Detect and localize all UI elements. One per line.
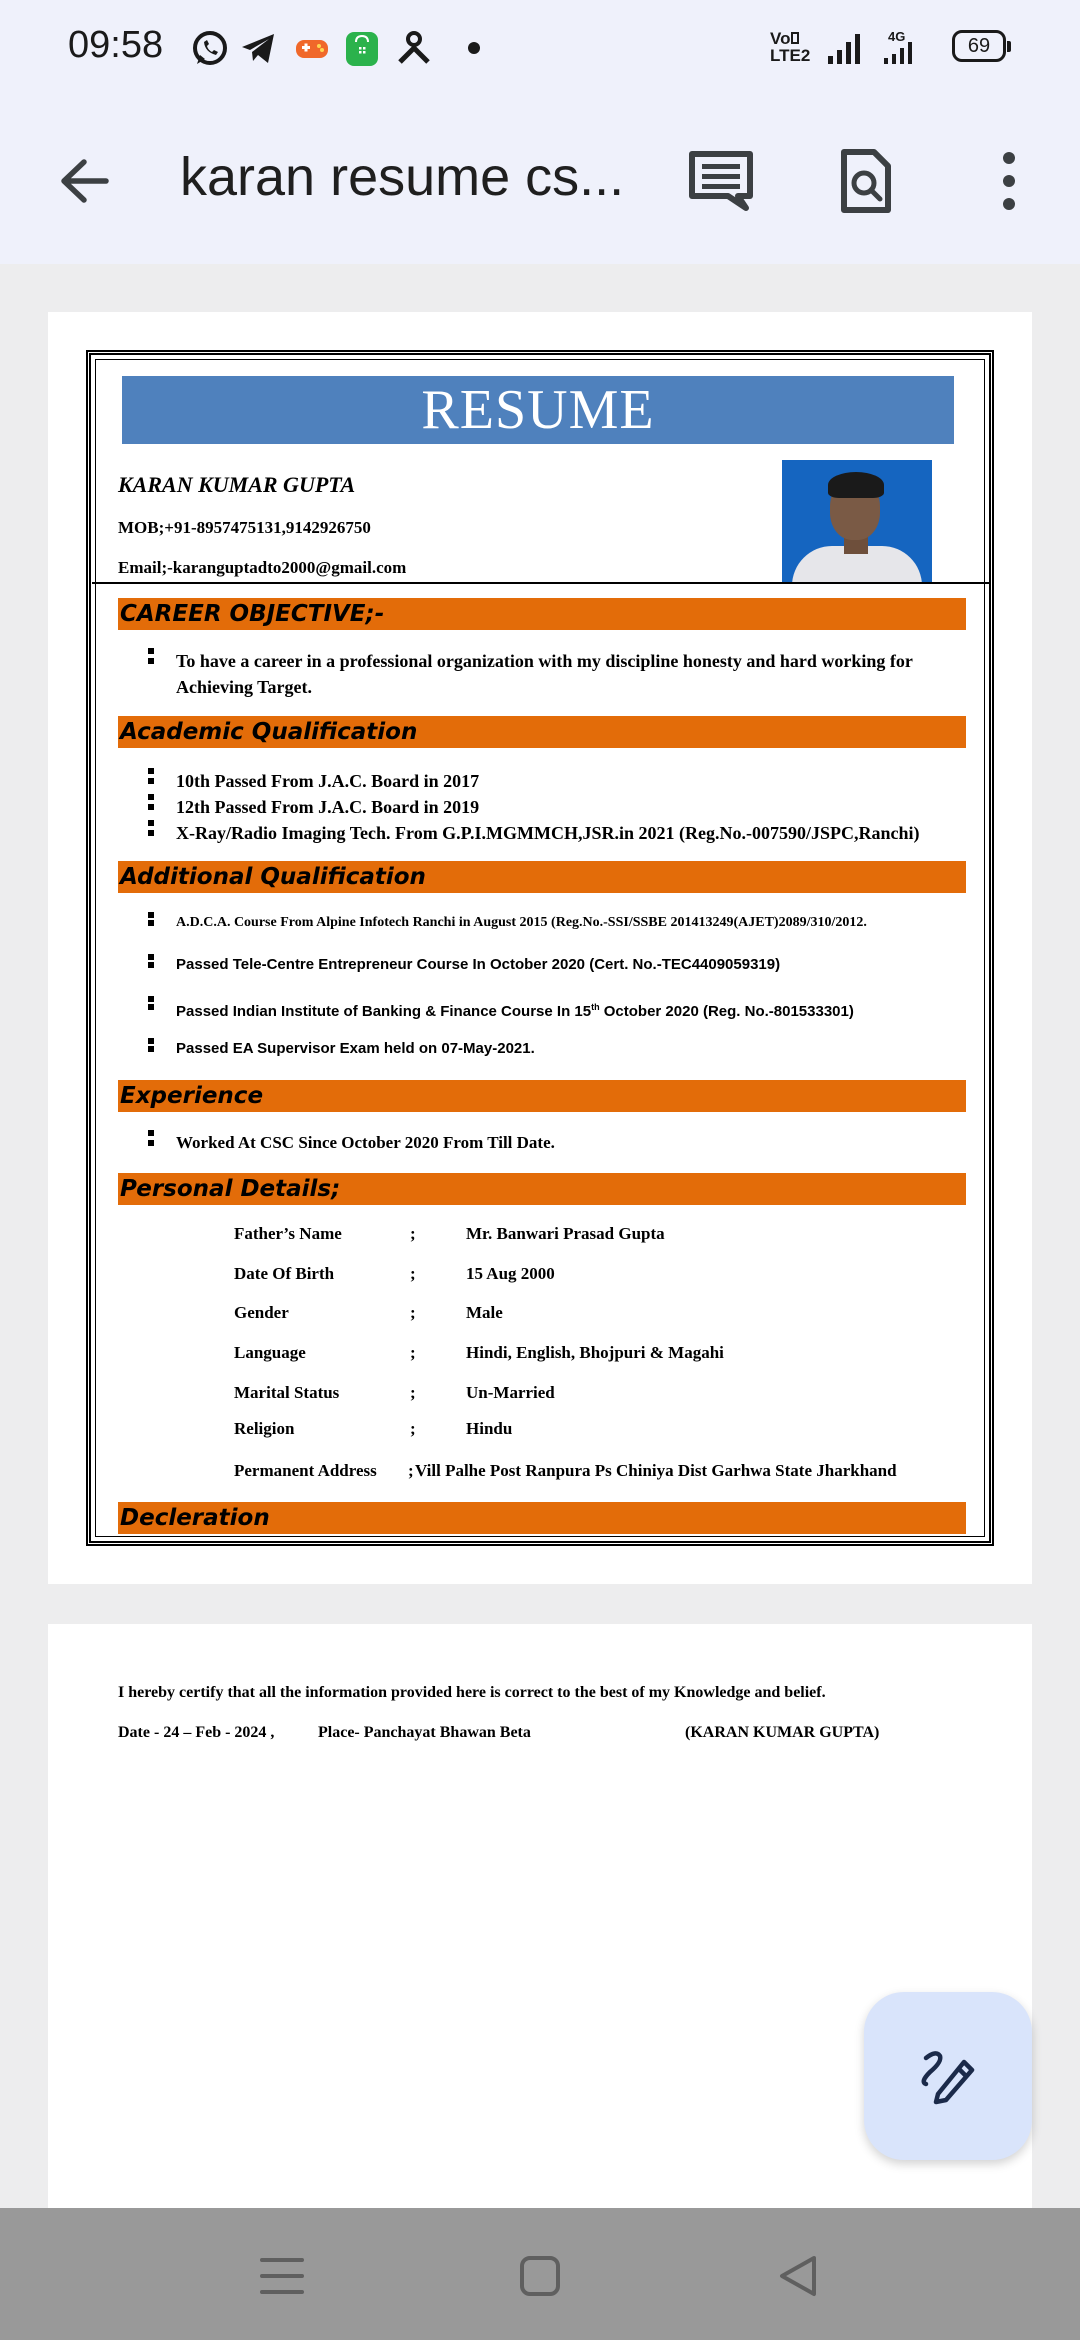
experience-item-text: Worked At CSC Since October 2020 From Till Date. xyxy=(176,1133,555,1152)
declaration-signature: (KARAN KUMAR GUPTA) xyxy=(685,1724,880,1741)
declaration-text: I hereby certify that all the information provided here is correct to the best of my Knowledge and belief. xyxy=(118,1684,826,1701)
app-bar xyxy=(0,96,1080,264)
declaration-place: Place- Panchayat Bhawan Beta xyxy=(318,1724,531,1741)
career-list xyxy=(148,648,988,700)
personal-detail-separator: ; xyxy=(408,1461,414,1480)
academic-item-text: 10th Passed From J.A.C. Board in 2017 xyxy=(176,771,480,791)
list-item xyxy=(148,768,1028,794)
additional-item-text: Passed EA Supervisor Exam held on 07-May-2021. xyxy=(176,1040,535,1057)
personal-detail-value: Mr. Banwari Prasad Gupta xyxy=(466,1224,665,1243)
list-item xyxy=(148,648,988,700)
document-page-1 xyxy=(48,312,1032,1584)
additional-list xyxy=(148,912,1028,1080)
edit-fab-button[interactable] xyxy=(864,1992,1032,2160)
edit-pen-icon xyxy=(916,2044,980,2108)
personal-detail-label: Language xyxy=(234,1343,306,1362)
volte-indicator xyxy=(770,30,810,64)
personal-detail-value: Hindu xyxy=(466,1419,513,1438)
personal-detail-label: Marital Status xyxy=(234,1383,340,1402)
list-item xyxy=(148,1038,1028,1080)
section-declaration: Decleration xyxy=(118,1502,966,1534)
personal-detail-separator: ; xyxy=(410,1419,416,1438)
signal-4g-label: 4G xyxy=(888,29,906,44)
personal-detail-label: Father’s Name xyxy=(234,1224,342,1243)
personal-detail-value: Vill Palhe Post Ranpura Ps Chiniya Dist Garhwa State Jharkhand xyxy=(415,1461,897,1480)
personal-detail-separator: ; xyxy=(410,1343,416,1362)
back-arrow-icon[interactable] xyxy=(50,146,120,216)
academic-item-text: 12th Passed From J.A.C. Board in 2019 xyxy=(176,797,480,817)
additional-item-text: Passed Tele-Centre Entrepreneur Course In October 2020 (Cert. No.-TEC4409059319) xyxy=(176,956,781,973)
personal-detail-value: Hindi, English, Bhojpuri & Magahi xyxy=(466,1343,724,1362)
notification-dot xyxy=(468,42,480,54)
battery-indicator: 69 xyxy=(952,30,1006,62)
additional-item-text: A.D.C.A. Course From Alpine Infotech Ranchi in August 2015 (Reg.No.-SSI/SSBE 201413249(AJET)2089/310/2012. xyxy=(176,915,867,930)
section-career-objective: CAREER OBJECTIVE;- xyxy=(118,598,966,630)
recents-icon[interactable] xyxy=(254,2248,310,2304)
career-item-text: To have a career in a professional organization with my discipline honesty and hard working for Achieving Target. xyxy=(176,651,913,697)
personal-detail-label: Date Of Birth xyxy=(234,1264,335,1283)
section-additional-qualification: Additional Qualification xyxy=(118,861,966,893)
section-academic-qualification: Academic Qualification xyxy=(118,716,966,748)
app-icon xyxy=(394,28,434,68)
volte-line1: Vo xyxy=(770,29,791,48)
section-personal-details: Personal Details; xyxy=(118,1173,966,1205)
resume-banner: RESUME xyxy=(122,376,954,444)
profile-photo xyxy=(782,460,932,582)
status-bar xyxy=(0,0,1080,96)
experience-list xyxy=(148,1130,988,1156)
academic-list xyxy=(148,768,1028,846)
document-title: karan resume cs... xyxy=(180,147,625,207)
list-item xyxy=(148,1130,988,1156)
list-item xyxy=(148,912,1028,954)
system-nav-bar xyxy=(0,2208,1080,2340)
personal-detail-value: Un-Married xyxy=(466,1383,555,1402)
declaration-date: Date - 24 – Feb - 2024 , xyxy=(118,1724,275,1741)
list-item xyxy=(148,954,1028,996)
list-item xyxy=(148,794,1028,820)
game-icon xyxy=(292,28,332,68)
more-vert-icon[interactable] xyxy=(974,146,1044,216)
personal-detail-separator: ; xyxy=(410,1224,416,1243)
telegram-icon xyxy=(238,28,278,68)
additional-item-sup: th xyxy=(591,1002,600,1012)
personal-detail-label: Gender xyxy=(234,1303,289,1322)
candidate-name: KARAN KUMAR GUPTA xyxy=(118,472,356,497)
volte-line2: LTE2 xyxy=(770,46,811,65)
additional-item-text: October 2020 (Reg. No.-801533301) xyxy=(599,1003,854,1020)
personal-detail-label: Religion xyxy=(234,1419,295,1438)
personal-detail-separator: ; xyxy=(410,1303,416,1322)
comment-icon[interactable] xyxy=(686,146,756,216)
personal-detail-value: 15 Aug 2000 xyxy=(466,1264,555,1283)
personal-detail-value: Male xyxy=(466,1303,503,1322)
mobile-number: MOB;+91-8957475131,9142926750 xyxy=(118,518,371,537)
section-experience: Experience xyxy=(118,1080,966,1112)
email-address: Email;-karanguptadto2000@gmail.com xyxy=(118,558,407,577)
signal-icon xyxy=(824,28,864,68)
status-time: 09:58 xyxy=(68,24,164,66)
signal-4g-icon xyxy=(880,28,920,68)
header-divider xyxy=(92,582,990,584)
back-triangle-icon[interactable] xyxy=(770,2248,826,2304)
personal-detail-label: Permanent Address xyxy=(234,1461,377,1480)
academic-item-text: X-Ray/Radio Imaging Tech. From G.P.I.MGMMCH,JSR.in 2021 (Reg.No.-007590/JSPC,Ranchi) xyxy=(176,823,920,843)
personal-detail-separator: ; xyxy=(410,1383,416,1402)
home-icon[interactable] xyxy=(512,2248,568,2304)
whatsapp-icon xyxy=(190,28,230,68)
list-item xyxy=(148,820,1028,846)
list-item xyxy=(148,996,1028,1038)
personal-detail-separator: ; xyxy=(410,1264,416,1283)
additional-item-text: Passed Indian Institute of Banking & Finance Course In 15 xyxy=(176,1003,592,1020)
find-in-page-icon[interactable] xyxy=(830,146,900,216)
store-icon xyxy=(342,28,382,68)
